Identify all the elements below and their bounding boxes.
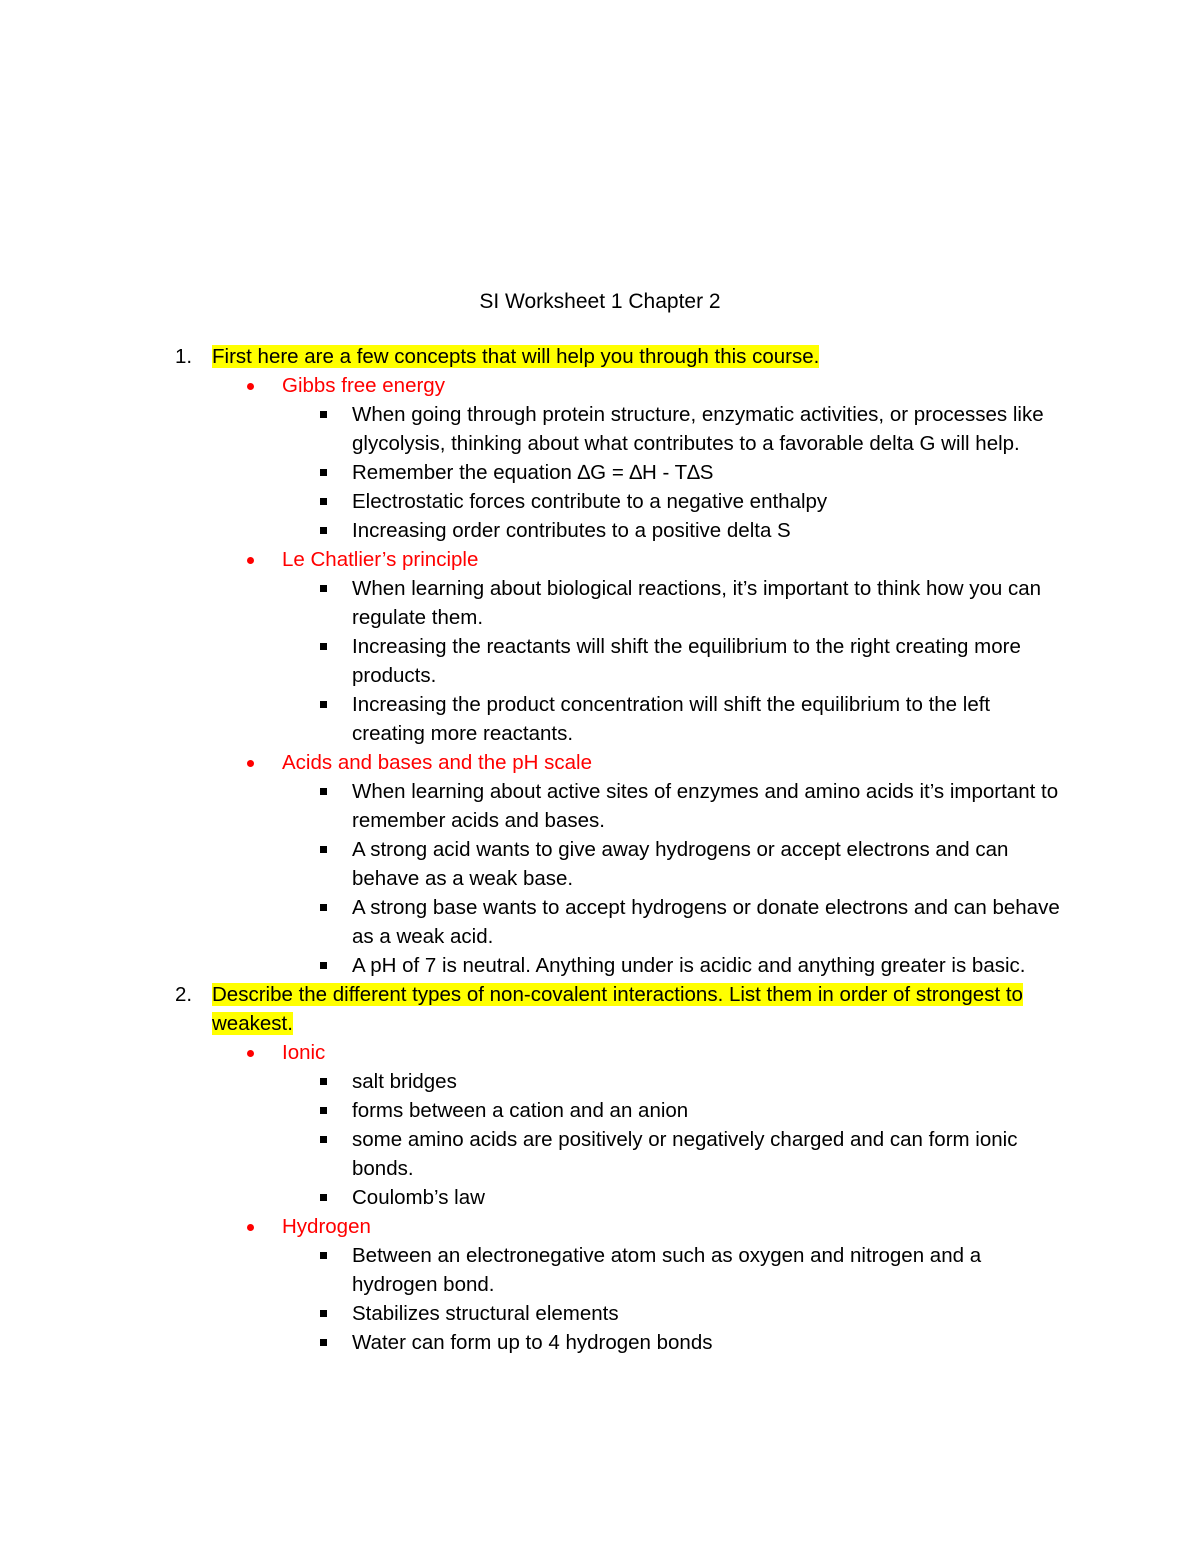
list-item [175, 1299, 1065, 1328]
topic-label: Gibbs free energy [282, 374, 445, 397]
list-item [175, 1328, 1065, 1357]
list-item-text: A pH of 7 is neutral. Anything under is acidic and anything greater is basic. [352, 954, 1026, 977]
list-item-text: When going through protein structure, enzymatic activities, or processes like glycolysis, thinking about what contributes to a favorable delta G will help. [352, 403, 1044, 455]
bullet-square-icon [320, 1339, 327, 1346]
bullet-square-icon [320, 962, 327, 969]
document-title: SI Worksheet 1 Chapter 2 [479, 290, 721, 313]
topic-hydrogen [175, 1212, 1065, 1241]
question-text: First here are a few concepts that will help you through this course. [212, 345, 820, 368]
list-item [175, 1125, 1065, 1183]
question-number: 2. [175, 983, 193, 1006]
list-item [175, 1183, 1065, 1212]
bullet-square-icon [320, 469, 327, 476]
list-item [175, 516, 1065, 545]
bullet-dot-icon [247, 557, 254, 564]
list-item-text: A strong acid wants to give away hydrogens or accept electrons and can behave as a weak base. [352, 838, 1009, 890]
question-number: 1. [175, 345, 193, 368]
list-item-text: Water can form up to 4 hydrogen bonds [352, 1331, 713, 1354]
list-item-text: Increasing the reactants will shift the equilibrium to the right creating more products. [352, 635, 1021, 687]
list-item [175, 632, 1065, 690]
list-item-text: Remember the equation ∆G = ∆H - T∆S [352, 461, 714, 484]
list-item-text: When learning about active sites of enzymes and amino acids it’s important to remember acids and bases. [352, 780, 1059, 832]
bullet-square-icon [320, 643, 327, 650]
bullet-dot-icon [247, 383, 254, 390]
topic-label: Ionic [282, 1041, 326, 1064]
bullet-square-icon [320, 1194, 327, 1201]
bullet-square-icon [320, 788, 327, 795]
bullet-square-icon [320, 1310, 327, 1317]
list-item-text: forms between a cation and an anion [352, 1099, 689, 1122]
list-item [175, 574, 1065, 632]
topic-acids-and-bases [175, 748, 1065, 777]
list-item [175, 400, 1065, 458]
list-item-text: Increasing order contributes to a positive delta S [352, 519, 791, 542]
list-item-text: Between an electronegative atom such as oxygen and nitrogen and a hydrogen bond. [352, 1244, 982, 1296]
list-item-text: A strong base wants to accept hydrogens or donate electrons and can behave as a weak acid. [352, 896, 1060, 948]
bullet-square-icon [320, 904, 327, 911]
list-item-text: Stabilizes structural elements [352, 1302, 619, 1325]
topic-ionic [175, 1038, 1065, 1067]
bullet-square-icon [320, 1252, 327, 1259]
list-item-text: salt bridges [352, 1070, 457, 1093]
list-item [175, 951, 1065, 980]
bullet-square-icon [320, 846, 327, 853]
bullet-square-icon [320, 1107, 327, 1114]
bullet-square-icon [320, 1136, 327, 1143]
bullet-square-icon [320, 498, 327, 505]
list-item-text: When learning about biological reactions, it’s important to think how you can regulate them. [352, 577, 1042, 629]
list-item [175, 893, 1065, 951]
bullet-dot-icon [247, 760, 254, 767]
topic-label: Le Chatlier’s principle [282, 548, 479, 571]
topic-label: Acids and bases and the pH scale [282, 751, 592, 774]
list-item [175, 690, 1065, 748]
list-item-text: Coulomb’s law [352, 1186, 485, 1209]
list-item [175, 1241, 1065, 1299]
list-item [175, 777, 1065, 835]
bullet-dot-icon [247, 1224, 254, 1231]
list-item [175, 1067, 1065, 1096]
list-item-text: Increasing the product concentration will shift the equilibrium to the left creating more reactants. [352, 693, 991, 745]
bullet-square-icon [320, 411, 327, 418]
document-body [175, 342, 1065, 1357]
bullet-square-icon [320, 701, 327, 708]
question-2 [175, 980, 1065, 1038]
bullet-dot-icon [247, 1050, 254, 1057]
list-item [175, 835, 1065, 893]
bullet-square-icon [320, 585, 327, 592]
list-item-text: some amino acids are positively or negatively charged and can form ionic bonds. [352, 1128, 1018, 1180]
list-item [175, 458, 1065, 487]
bullet-square-icon [320, 1078, 327, 1085]
list-item-text: Electrostatic forces contribute to a negative enthalpy [352, 490, 828, 513]
question-text: Describe the different types of non-covalent interactions. List them in order of strongest to weakest. [212, 983, 1023, 1035]
question-1 [175, 342, 1065, 371]
list-item [175, 1096, 1065, 1125]
topic-gibbs-free-energy [175, 371, 1065, 400]
list-item [175, 487, 1065, 516]
bullet-square-icon [320, 527, 327, 534]
topic-le-chatliers-principle [175, 545, 1065, 574]
topic-label: Hydrogen [282, 1215, 371, 1238]
